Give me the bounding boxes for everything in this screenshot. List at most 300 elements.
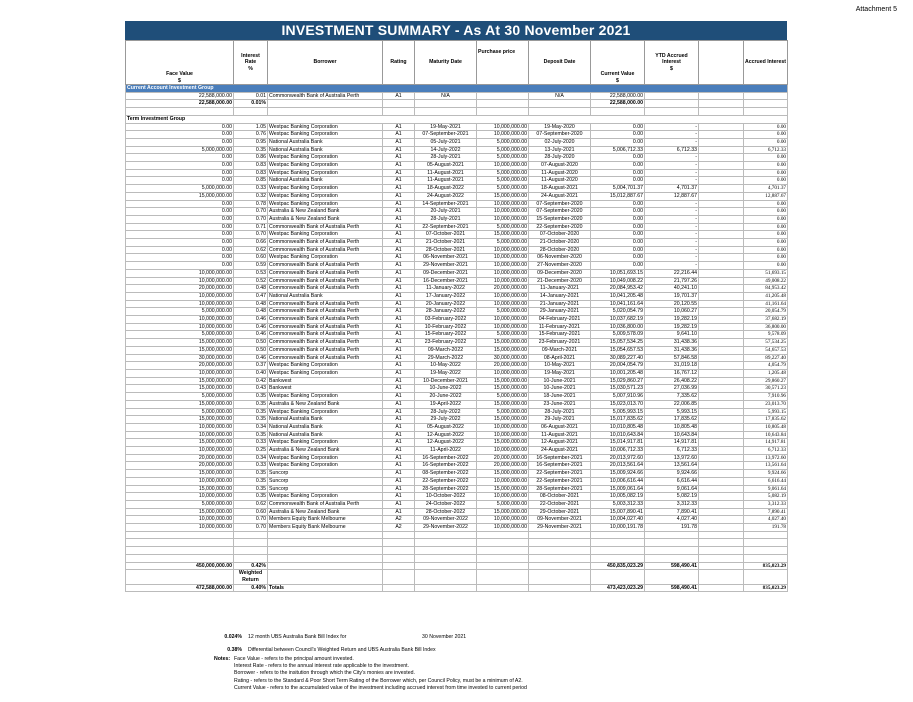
cell-interest-rate	[234, 108, 268, 116]
table-row	[126, 239, 788, 247]
header-current-value: Current Value $	[591, 41, 645, 85]
cell-face-value: 10,000,000.00	[126, 516, 234, 524]
cell-rating	[383, 100, 415, 108]
cell-maturity-date: 14-July-2022	[415, 146, 477, 154]
cell-maturity-date	[415, 108, 477, 116]
cell-interest-rate: 0.71	[234, 223, 268, 231]
cell-accrued-interest: 0.00	[744, 239, 788, 247]
cell-maturity-date	[415, 100, 477, 108]
cell-ytd-accrued-interest: -	[645, 246, 699, 254]
cell-interest-rate: 0.46	[234, 316, 268, 324]
cell-accrued-interest: 23,013.70	[744, 400, 788, 408]
cell-current-value: 0.00	[591, 169, 645, 177]
cell-rating: A1	[383, 185, 415, 193]
cell-blank	[699, 477, 744, 485]
cell-borrower: National Australia Bank	[268, 423, 383, 431]
cell-blank	[699, 262, 744, 270]
cell-deposit-date: 07-September-2020	[529, 200, 591, 208]
cell-face-value: 30,000,000.00	[126, 354, 234, 362]
cell-maturity-date: 11-January-2022	[415, 285, 477, 293]
cell-current-value: 0.00	[591, 262, 645, 270]
cell-interest-rate: 0.78	[234, 200, 268, 208]
cell-face-value: 15,000,000.00	[126, 400, 234, 408]
table-row	[126, 177, 788, 185]
cell-deposit-date: 18-August-2021	[529, 185, 591, 193]
cell-deposit-date: 29-January-2021	[529, 308, 591, 316]
cell-interest-rate: 0.42%	[234, 562, 268, 570]
table-row	[126, 262, 788, 270]
cell-face-value: 0.00	[126, 246, 234, 254]
cell-deposit-date: 09-March-2021	[529, 346, 591, 354]
cell-blank	[699, 208, 744, 216]
cell-rating: A1	[383, 246, 415, 254]
table-row	[126, 292, 788, 300]
cell-face-value: 5,000,000.00	[126, 408, 234, 416]
cell-deposit-date: 18-June-2021	[529, 393, 591, 401]
cell-blank	[699, 524, 744, 532]
cell-interest-rate: 0.43	[234, 385, 268, 393]
cell-interest-rate: 0.40%	[234, 584, 268, 592]
table-row	[126, 92, 788, 100]
cell-face-value: 10,000,000.00	[126, 524, 234, 532]
cell-accrued-interest: 13,972.60	[744, 454, 788, 462]
cell-borrower: Commonwealth Bank of Australia Perth	[268, 92, 383, 100]
cell-current-value	[591, 570, 645, 584]
cell-accrued-interest: 4,054.79	[744, 362, 788, 370]
cell-maturity-date: 28-July-2022	[415, 408, 477, 416]
cell-purchase-price: 10,000,000.00	[477, 431, 529, 439]
cell-borrower: Commonwealth Bank of Australia Perth	[268, 300, 383, 308]
cell-face-value: 0.00	[126, 123, 234, 131]
table-row	[126, 277, 788, 285]
cell-ytd-accrued-interest: 9,061.64	[645, 485, 699, 493]
cell-blank	[699, 423, 744, 431]
cell-maturity-date: 16-December-2021	[415, 277, 477, 285]
cell-maturity-date: 05-August-2021	[415, 162, 477, 170]
cell-rating	[383, 547, 415, 555]
cell-purchase-price	[477, 547, 529, 555]
cell-deposit-date: 21-January-2021	[529, 300, 591, 308]
cell-face-value	[126, 531, 234, 539]
cell-accrued-interest: 0.00	[744, 223, 788, 231]
cell-face-value: 10,000,000.00	[126, 269, 234, 277]
cell-maturity-date: 05-July-2021	[415, 138, 477, 146]
cell-interest-rate: 0.86	[234, 154, 268, 162]
cell-borrower	[268, 570, 383, 584]
cell-accrued-interest: 29,860.27	[744, 377, 788, 385]
cell-face-value: 15,000,000.00	[126, 346, 234, 354]
cell-purchase-price: 5,000,000.00	[477, 169, 529, 177]
cell-rating: A1	[383, 462, 415, 470]
cell-deposit-date: 10-June-2021	[529, 385, 591, 393]
cell-maturity-date: 23-February-2022	[415, 339, 477, 347]
cell-face-value: 0.00	[126, 154, 234, 162]
cell-current-value: 15,017,835.62	[591, 416, 645, 424]
cell-borrower: Commonwealth Bank of Australia Perth	[268, 323, 383, 331]
cell-current-value: 0.00	[591, 200, 645, 208]
cell-purchase-price: 15,000,000.00	[477, 470, 529, 478]
cell-rating: A1	[383, 431, 415, 439]
table-row	[126, 192, 788, 200]
cell-face-value: 20,000,000.00	[126, 462, 234, 470]
cell-accrued-interest: 41,161.64	[744, 300, 788, 308]
cell-blank	[699, 470, 744, 478]
cell-current-value: 10,005,082.19	[591, 493, 645, 501]
cell-ytd-accrued-interest: 31,438.36	[645, 339, 699, 347]
table-row	[126, 162, 788, 170]
cell-maturity-date: 06-November-2021	[415, 254, 477, 262]
cell-purchase-price	[477, 92, 529, 100]
cell-deposit-date: 15-February-2021	[529, 331, 591, 339]
cell-borrower	[268, 539, 383, 547]
cell-current-value: 450,835,023.29	[591, 562, 645, 570]
cell-rating: A1	[383, 154, 415, 162]
cell-rating: A1	[383, 331, 415, 339]
cell-borrower: Commonwealth Bank of Australia Perth	[268, 285, 383, 293]
cell-maturity-date: 10-February-2022	[415, 323, 477, 331]
cell-borrower	[268, 547, 383, 555]
cell-face-value	[126, 554, 234, 562]
table-row	[126, 300, 788, 308]
cell-current-value: 15,030,571.23	[591, 385, 645, 393]
table-row	[126, 431, 788, 439]
cell-blank	[699, 377, 744, 385]
cell-rating: A1	[383, 416, 415, 424]
table-row	[126, 331, 788, 339]
cell-deposit-date	[529, 547, 591, 555]
cell-blank	[699, 408, 744, 416]
cell-current-value: 10,006,712.33	[591, 447, 645, 455]
cell-current-value: 5,020,054.79	[591, 308, 645, 316]
cell-purchase-price	[477, 108, 529, 116]
cell-purchase-price: 10,000,000.00	[477, 323, 529, 331]
cell-face-value: 15,000,000.00	[126, 377, 234, 385]
cell-blank	[699, 393, 744, 401]
cell-accrued-interest: 6,712.33	[744, 447, 788, 455]
cell-rating: A2	[383, 524, 415, 532]
cell-purchase-price: 10,000,000.00	[477, 316, 529, 324]
cell-borrower: National Australia Bank	[268, 292, 383, 300]
cell-borrower: National Australia Bank	[268, 416, 383, 424]
cell-face-value: 10,000,000.00	[126, 323, 234, 331]
cell-current-value	[591, 108, 645, 116]
cell-blank	[699, 493, 744, 501]
cell-face-value: 0.00	[126, 162, 234, 170]
cell-accrued-interest: 4,701.37	[744, 185, 788, 193]
cell-blank	[699, 362, 744, 370]
cell-maturity-date	[415, 547, 477, 555]
cell-current-value: 5,007,910.96	[591, 393, 645, 401]
note-line	[214, 663, 527, 670]
cell-accrued-interest: 10,805.48	[744, 423, 788, 431]
cell-face-value: 0.00	[126, 215, 234, 223]
cell-purchase-price: 10,000,000.00	[477, 123, 529, 131]
cell-purchase-price: 15,000,000.00	[477, 439, 529, 447]
cell-ytd-accrued-interest: 5,993.15	[645, 408, 699, 416]
cell-ytd-accrued-interest: -	[645, 131, 699, 139]
cell-interest-rate: 0.48	[234, 300, 268, 308]
cell-rating: A1	[383, 362, 415, 370]
cell-accrued-interest: 12,887.67	[744, 192, 788, 200]
table-row	[126, 385, 788, 393]
cell-face-value: 0.00	[126, 239, 234, 247]
note-line	[214, 678, 527, 685]
cell-borrower: Westpac Banking Corporation	[268, 254, 383, 262]
cell-purchase-price: 5,000,000.00	[477, 308, 529, 316]
cell-purchase-price: 10,000,000.00	[477, 208, 529, 216]
cell-maturity-date: 19-May-2022	[415, 370, 477, 378]
cell-interest-rate: 0.33	[234, 439, 268, 447]
cell-face-value: 20,000,000.00	[126, 285, 234, 293]
cell-face-value: 10,000,000.00	[126, 431, 234, 439]
cell-interest-rate: 0.35	[234, 400, 268, 408]
cell-maturity-date	[415, 562, 477, 570]
cell-rating: A1	[383, 300, 415, 308]
cell-purchase-price: 10,000,000.00	[477, 200, 529, 208]
cell-accrued-interest: 0.00	[744, 208, 788, 216]
cell-blank	[699, 92, 744, 100]
cell-deposit-date: 16-September-2021	[529, 454, 591, 462]
cell-ytd-accrued-interest: -	[645, 208, 699, 216]
cell-interest-rate: 0.70	[234, 524, 268, 532]
cell-maturity-date: 12-August-2022	[415, 439, 477, 447]
cell-purchase-price	[477, 100, 529, 108]
cell-purchase-price: 5,000,000.00	[477, 408, 529, 416]
cell-accrued-interest: 6,712.33	[744, 146, 788, 154]
cell-face-value: 15,000,000.00	[126, 470, 234, 478]
cell-blank	[699, 516, 744, 524]
cell-interest-rate: 0.35	[234, 485, 268, 493]
cell-interest-rate: 0.76	[234, 131, 268, 139]
cell-face-value: 15,000,000.00	[126, 416, 234, 424]
cell-blank	[699, 354, 744, 362]
cell-current-value: 15,009,924.66	[591, 470, 645, 478]
cell-current-value: 0.00	[591, 177, 645, 185]
cell-current-value: 15,012,887.67	[591, 192, 645, 200]
cell-rating	[383, 584, 415, 592]
cell-purchase-price: 5,000,000.00	[477, 239, 529, 247]
cell-interest-rate: 0.32	[234, 192, 268, 200]
cell-accrued-interest: 0.00	[744, 154, 788, 162]
cell-borrower: Westpac Banking Corporation	[268, 131, 383, 139]
cell-borrower: Commonwealth Bank of Australia Perth	[268, 500, 383, 508]
cell-rating: A1	[383, 177, 415, 185]
cell-borrower: Bankwest	[268, 385, 383, 393]
cell-purchase-price: 15,000,000.00	[477, 485, 529, 493]
cell-interest-rate: 0.34	[234, 454, 268, 462]
cell-ytd-accrued-interest: 21,797.26	[645, 277, 699, 285]
cell-rating	[383, 539, 415, 547]
cell-maturity-date: 03-February-2022	[415, 316, 477, 324]
cell-maturity-date: 29-November-2022	[415, 524, 477, 532]
benchmark-date: 30 November 2021	[422, 634, 467, 640]
cell-interest-rate: 0.25	[234, 447, 268, 455]
cell-accrued-interest: 0.00	[744, 138, 788, 146]
cell-maturity-date	[415, 531, 477, 539]
cell-interest-rate: 0.35	[234, 146, 268, 154]
cell-deposit-date: 28-September-2021	[529, 485, 591, 493]
cell-ytd-accrued-interest: 16,767.12	[645, 370, 699, 378]
page-title: INVESTMENT SUMMARY - As At 30 November 2021	[125, 21, 787, 40]
cell-deposit-date: 10-May-2021	[529, 362, 591, 370]
cell-current-value: 10,036,800.00	[591, 323, 645, 331]
header-maturity-date: Maturity Date	[415, 41, 477, 85]
cell-blank	[699, 547, 744, 555]
cell-borrower: Commonwealth Bank of Australia Perth	[268, 346, 383, 354]
cell-current-value: 15,054,657.53	[591, 346, 645, 354]
cell-deposit-date: 21-October-2020	[529, 239, 591, 247]
cell-deposit-date	[529, 108, 591, 116]
cell-ytd-accrued-interest: 191.78	[645, 524, 699, 532]
cell-blank	[699, 285, 744, 293]
cell-purchase-price: 10,000,000.00	[477, 447, 529, 455]
cell-maturity-date: 22-September-2022	[415, 477, 477, 485]
cell-rating: A1	[383, 377, 415, 385]
cell-rating: A1	[383, 508, 415, 516]
cell-current-value: 5,005,993.15	[591, 408, 645, 416]
cell-ytd-accrued-interest: 5,082.19	[645, 493, 699, 501]
cell-maturity-date: 29-March-2022	[415, 354, 477, 362]
term-subtotal-row	[126, 562, 788, 570]
table-row	[126, 447, 788, 455]
cell-current-value: 0.00	[591, 239, 645, 247]
cell-current-value: 0.00	[591, 138, 645, 146]
cell-maturity-date: 05-August-2022	[415, 423, 477, 431]
cell-accrued-interest: 37,682.19	[744, 316, 788, 324]
table-row	[126, 462, 788, 470]
header-row	[126, 41, 788, 85]
cell-interest-rate: 0.33	[234, 462, 268, 470]
cell-current-value: 10,004,027.40	[591, 516, 645, 524]
cell-rating: A1	[383, 262, 415, 270]
cell-borrower: Commonwealth Bank of Australia Perth	[268, 239, 383, 247]
cell-face-value: 15,000,000.00	[126, 192, 234, 200]
cell-maturity-date: 11-April-2022	[415, 447, 477, 455]
cell-interest-rate: 0.46	[234, 331, 268, 339]
cell-interest-rate: 0.50	[234, 339, 268, 347]
cell-deposit-date: 11-August-2020	[529, 169, 591, 177]
cell-borrower: National Australia Bank	[268, 146, 383, 154]
cell-current-value: 0.00	[591, 254, 645, 262]
cell-face-value: 10,000,000.00	[126, 316, 234, 324]
cell-deposit-date: 28-July-2020	[529, 154, 591, 162]
cell-rating: A1	[383, 500, 415, 508]
cell-current-value: 10,001,205.48	[591, 370, 645, 378]
cell-ytd-accrued-interest: -	[645, 162, 699, 170]
header-purchase-price: Purchase price	[477, 41, 529, 85]
cell-maturity-date: 19-April-2022	[415, 400, 477, 408]
cell-interest-rate: 0.35	[234, 477, 268, 485]
cell-purchase-price: 10,000,000.00	[477, 269, 529, 277]
cell-purchase-price: 5,000,000.00	[477, 177, 529, 185]
cell-accrued-interest: 9,061.64	[744, 485, 788, 493]
cell-accrued-interest: 0.00	[744, 246, 788, 254]
cell-rating: A1	[383, 447, 415, 455]
cell-rating: A1	[383, 131, 415, 139]
table-row	[126, 185, 788, 193]
cell-blank	[699, 154, 744, 162]
cell-ytd-accrued-interest: 17,835.62	[645, 416, 699, 424]
cell-ytd-accrued-interest: 7,890.41	[645, 508, 699, 516]
cell-current-value: 10,051,693.15	[591, 269, 645, 277]
cell-borrower: National Australia Bank	[268, 138, 383, 146]
table-row	[126, 223, 788, 231]
benchmark-row	[214, 646, 466, 654]
cell-accrued-interest: 9,924.66	[744, 470, 788, 478]
cell-accrued-interest	[744, 92, 788, 100]
cell-borrower: Members Equity Bank Melbourne	[268, 524, 383, 532]
cell-current-value: 22,588,000.00	[591, 100, 645, 108]
cell-purchase-price: 5,000,000.00	[477, 393, 529, 401]
cell-face-value	[126, 108, 234, 116]
cell-maturity-date: 09-March-2022	[415, 346, 477, 354]
cell-interest-rate: 0.83	[234, 162, 268, 170]
cell-face-value: 0.00	[126, 169, 234, 177]
cell-rating	[383, 554, 415, 562]
cell-accrued-interest: 0.00	[744, 231, 788, 239]
cell-purchase-price: 10,000,000.00	[477, 262, 529, 270]
cell-borrower: Westpac Banking Corporation	[268, 362, 383, 370]
cell-maturity-date: 28-September-2022	[415, 485, 477, 493]
cell-blank	[699, 123, 744, 131]
cell-ytd-accrued-interest	[645, 547, 699, 555]
cell-deposit-date: 08-October-2021	[529, 493, 591, 501]
cell-blank	[699, 416, 744, 424]
totals-row	[126, 584, 788, 592]
cell-maturity-date	[415, 554, 477, 562]
cell-ytd-accrued-interest: 6,616.44	[645, 477, 699, 485]
cell-purchase-price	[477, 562, 529, 570]
cell-interest-rate: Weighted Return	[234, 570, 268, 584]
cell-interest-rate	[234, 539, 268, 547]
cell-deposit-date: 19-May-2021	[529, 370, 591, 378]
cell-blank	[699, 277, 744, 285]
cell-deposit-date: 14-January-2021	[529, 292, 591, 300]
cell-interest-rate: 0.33	[234, 185, 268, 193]
cell-current-value: 10,041,161.64	[591, 300, 645, 308]
cell-deposit-date	[529, 531, 591, 539]
cell-interest-rate: 0.35	[234, 470, 268, 478]
cell-purchase-price: 30,000,000.00	[477, 354, 529, 362]
note-text: Face Value - refers to the principal amount invested.	[234, 656, 354, 662]
cell-rating	[383, 562, 415, 570]
cell-interest-rate: 0.83	[234, 169, 268, 177]
cell-borrower: Commonwealth Bank of Australia Perth	[268, 223, 383, 231]
cell-purchase-price	[477, 539, 529, 547]
cell-maturity-date: N/A	[415, 92, 477, 100]
table-row	[126, 123, 788, 131]
cell-borrower	[268, 531, 383, 539]
cell-interest-rate: 0.34	[234, 423, 268, 431]
cell-deposit-date: 06-August-2021	[529, 423, 591, 431]
cell-face-value	[126, 570, 234, 584]
cell-interest-rate: 0.62	[234, 500, 268, 508]
cell-blank	[699, 500, 744, 508]
cell-face-value: 0.00	[126, 131, 234, 139]
cell-accrued-interest: 0.00	[744, 131, 788, 139]
cell-ytd-accrued-interest: 19,701.37	[645, 292, 699, 300]
cell-blank	[699, 308, 744, 316]
cell-rating	[383, 570, 415, 584]
table-row	[126, 254, 788, 262]
cell-deposit-date: 22-September-2021	[529, 470, 591, 478]
cell-accrued-interest: 0.00	[744, 200, 788, 208]
cell-interest-rate: 0.46	[234, 323, 268, 331]
cell-maturity-date: 28-October-2021	[415, 246, 477, 254]
cell-ytd-accrued-interest: 3,312.33	[645, 500, 699, 508]
cell-current-value: 10,049,008.22	[591, 277, 645, 285]
cell-current-value: 22,588,000.00	[591, 92, 645, 100]
